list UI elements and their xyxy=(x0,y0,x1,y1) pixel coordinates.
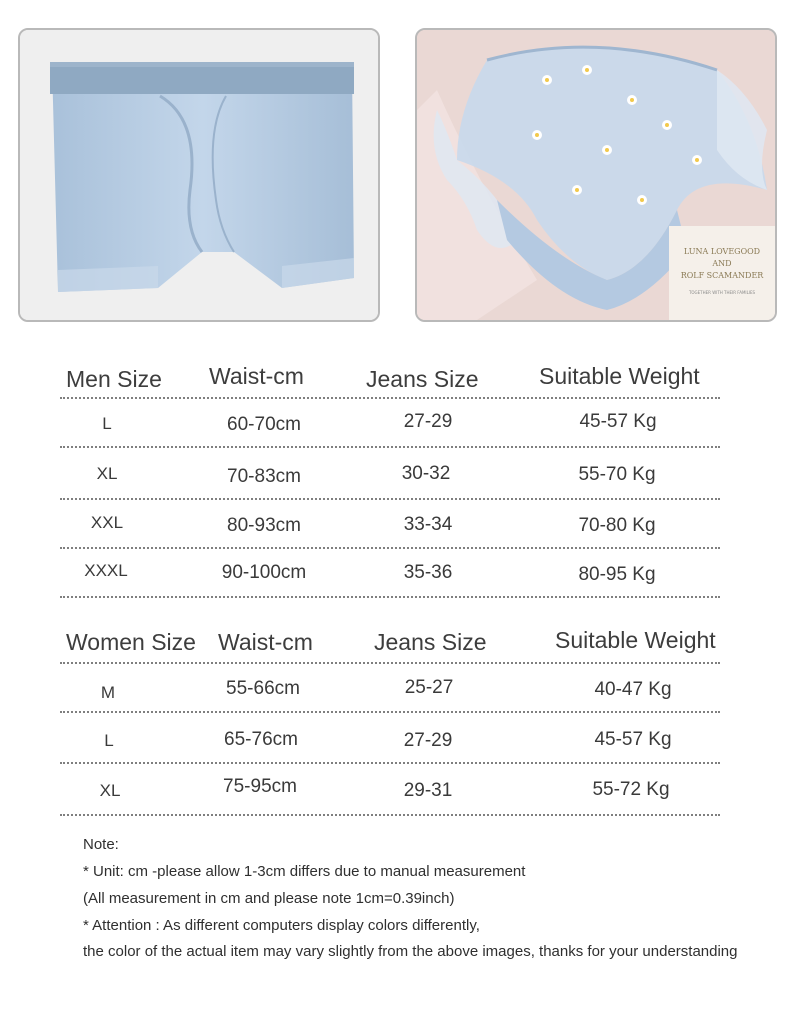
women-row3-weight: 55-72 Kg xyxy=(592,779,670,800)
men-row4-jeans: 35-36 xyxy=(403,562,453,583)
men-row1-weight: 45-57 Kg xyxy=(579,411,657,432)
women-product-photo xyxy=(415,28,777,322)
women-waist-header: Waist-cm xyxy=(218,629,313,655)
men-size-table xyxy=(60,360,720,600)
women-row3-size: XL xyxy=(99,781,121,800)
men-row4-waist: 90-100cm xyxy=(221,562,307,583)
women-size-header: Women Size xyxy=(66,629,196,655)
row-divider xyxy=(60,596,720,598)
men-row1-waist: 60-70cm xyxy=(227,414,301,435)
men-row2-size: XL xyxy=(96,464,118,483)
gift-card xyxy=(669,226,775,320)
men-row3-waist: 80-93cm xyxy=(227,515,301,536)
women-row1-jeans: 25-27 xyxy=(404,677,454,698)
men-row2-jeans: 30-32 xyxy=(401,463,451,484)
men-row4-size: XXXL xyxy=(84,561,128,580)
row-divider xyxy=(60,498,720,500)
card-line-4: TOGETHER WITH THEIR FAMILIES xyxy=(688,290,756,295)
women-row1-size: M xyxy=(100,683,116,702)
men-jeans-header: Jeans Size xyxy=(366,366,479,392)
women-size-table xyxy=(60,625,720,825)
women-row2-size: L xyxy=(104,731,114,750)
row-divider xyxy=(60,662,720,664)
men-product-photo xyxy=(18,28,380,322)
women-row2-waist: 65-76cm xyxy=(224,729,298,750)
men-row1-size: L xyxy=(102,414,112,433)
women-row3-waist: 75-95cm xyxy=(223,776,297,797)
women-row1-weight: 40-47 Kg xyxy=(594,679,672,700)
men-weight-header: Suitable Weight xyxy=(539,363,700,389)
row-divider xyxy=(60,446,720,448)
women-weight-header: Suitable Weight xyxy=(555,627,716,653)
row-divider xyxy=(60,814,720,816)
men-row1-jeans: 27-29 xyxy=(403,411,453,432)
men-row2-weight: 55-70 Kg xyxy=(578,464,656,485)
note-line-unit: * Unit: cm -please allow 1-3cm differs due to manual measurement xyxy=(83,863,526,880)
women-row2-jeans: 27-29 xyxy=(403,730,453,751)
men-row4-weight: 80-95 Kg xyxy=(578,564,656,585)
women-jeans-header: Jeans Size xyxy=(374,629,487,655)
men-row3-weight: 70-80 Kg xyxy=(578,515,656,536)
men-size-header: Men Size xyxy=(66,366,162,392)
note-line-conversion: (All measurement in cm and please note 1cm=0.39inch) xyxy=(83,890,455,907)
card-line-3: ROLF SCAMANDER xyxy=(680,271,764,280)
women-lace-panties-image xyxy=(417,30,775,320)
note-line-color: the color of the actual item may vary slightly from the above images, thanks for your understanding xyxy=(83,943,738,960)
card-line-1: LUNA LOVEGOOD xyxy=(683,247,761,256)
note-line-attention: * Attention : As different computers display colors differently, xyxy=(83,917,480,934)
women-row1-waist: 55-66cm xyxy=(226,678,300,699)
men-row3-jeans: 33-34 xyxy=(403,514,453,535)
men-row3-size: XXL xyxy=(90,513,124,532)
women-row2-weight: 45-57 Kg xyxy=(594,729,672,750)
note-title: Note: xyxy=(83,836,119,853)
row-divider xyxy=(60,397,720,399)
women-row3-jeans: 29-31 xyxy=(403,780,453,801)
row-divider xyxy=(60,547,720,549)
men-waist-header: Waist-cm xyxy=(209,363,304,389)
card-line-2: AND xyxy=(712,259,732,268)
row-divider xyxy=(60,711,720,713)
row-divider xyxy=(60,762,720,764)
men-boxer-briefs-image xyxy=(20,30,378,320)
men-row2-waist: 70-83cm xyxy=(227,466,301,487)
